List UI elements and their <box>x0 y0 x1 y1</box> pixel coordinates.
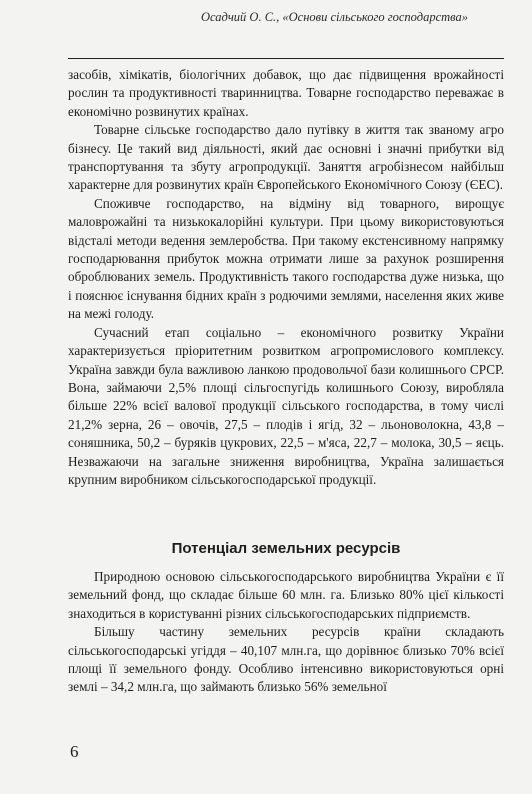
paragraph-4: Сучасний етап соціально – економічного розвитку України характеризується пріоритетним розвитком агропромислового комплексу. Україна завжди була важливою ланкою продовольчої бази колишнього СРСР. Вона, займаючи 2,5% площі сільгоспугідь колишнього Союзу, виробляла більше 22% всієї валової продукції сільського господарства, в тому числі 21,2% зерна, 26 – овочів, 27,5 – плодів і ягід, 32 – льоноволокна, 43,8 – соняшника, 50,2 – буряків цукрових, 22,5 – м'яса, 22,7 – молока, 30,5 – яєць. Незважаючи на загальне зниження виробництва, Україна залишається крупним виробником сільськогосподарської продукції. <box>68 324 504 487</box>
paragraph-1: засобів, хімікатів, біологічних добавок, що дає підвищення врожайності рослин та продуктивності тваринництва. Товарне господарство переважає в економічно розвинутих країнах. <box>68 67 504 119</box>
page-number: 6 <box>70 742 79 761</box>
section-body-text <box>68 568 504 697</box>
header-divider <box>68 58 504 59</box>
paragraph-3: Споживче господарство, на відміну від товарного, вирощує маловрожайні та низькокалорійні культури. При цьому використовуються відсталі методи ведення землеробства. При такому екстенсивному напрямку господарювання прибуток можна отримати лише за рахунок розширення оброблюваних земель. Продуктивність такого господарства дуже низька, що і пояснює існування бідних країн з родючими землями, населення яких живе на межі голоду. <box>68 195 504 322</box>
section-paragraph-2: Більшу частину земельних ресурсів країни складають сільськогосподарські угіддя – 40,107 млн.га, що дорівнює близько 70% всієї площі її земельного фонду. Особливо інтенсивно використовуються орні землі – 34,2 млн.га, що займають близько 56% земельної <box>68 624 504 695</box>
section-heading: Потенціал земельних ресурсів <box>171 540 401 557</box>
paragraph-2: Товарне сільське господарство дало путівку в життя так званому агро бізнесу. Це такий вид діяльності, який дає основні і значні прибутки від транспортування та збуту агропродукції. Заняття агробізнесом найбільш характерне для розвинутих країн Європейського Економічного Союзу (ЄЕС). <box>68 122 504 193</box>
running-header: Осадчий О. С., «Основи сільського господарства» <box>201 10 468 24</box>
section-paragraph-1: Природною основою сільськогосподарського виробництва України є її земельний фонд, що складає більше 60 млн. га. Близько 80% цієї кількості знаходиться в користуванні різних сільськогосподарських підприємств. <box>68 569 504 621</box>
body-text <box>68 66 504 489</box>
